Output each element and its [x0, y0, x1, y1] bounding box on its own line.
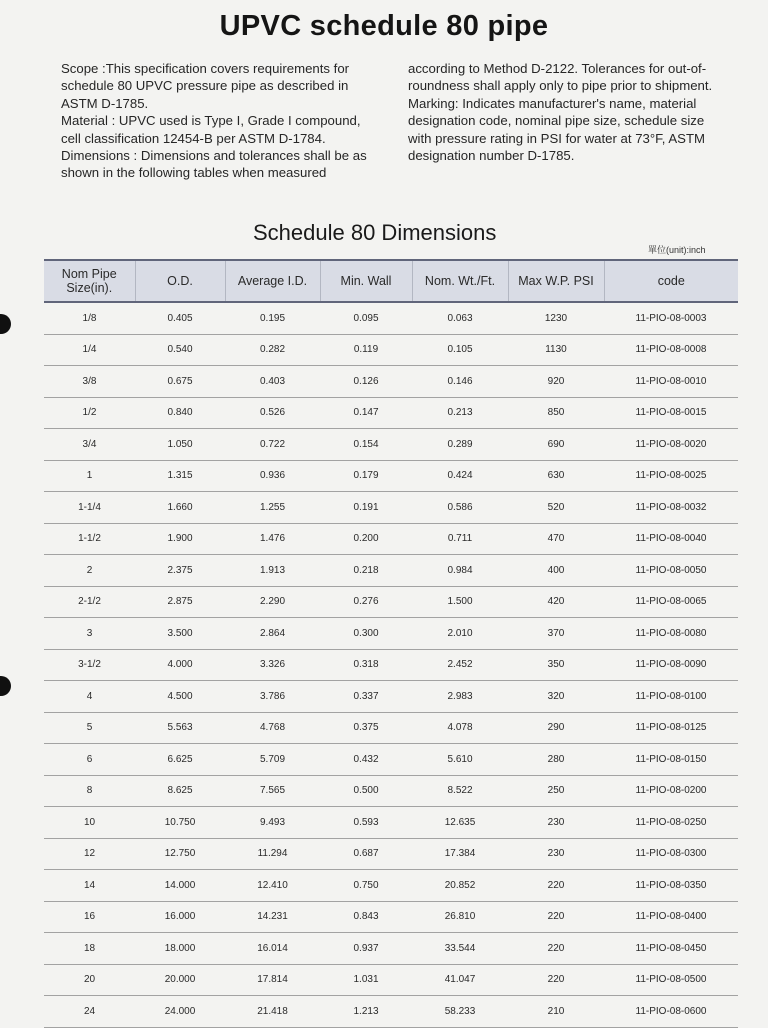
cell-code: 11-PIO-08-0450 — [604, 933, 738, 965]
cell-average-id: 2.864 — [225, 618, 320, 650]
marking-paragraph: Marking: Indicates manufacturer's name, material designation code, nominal pipe size, schedule size with pressure rating in PSI for water at 73°F, ASTM designation number D-1785. — [408, 95, 705, 164]
cell-average-id: 1.255 — [225, 492, 320, 524]
cell-max-wp: 370 — [508, 618, 604, 650]
table-row — [44, 397, 738, 429]
cell-od: 1.315 — [135, 460, 225, 492]
cell-average-id: 16.014 — [225, 933, 320, 965]
cell-nom-pipe-size: 1-1/4 — [44, 492, 135, 524]
cell-od: 0.840 — [135, 397, 225, 429]
cell-max-wp: 920 — [508, 366, 604, 398]
table-row — [44, 649, 738, 681]
cell-nom-weight: 26.810 — [412, 901, 508, 933]
cell-average-id: 1.476 — [225, 523, 320, 555]
cell-nom-pipe-size: 10 — [44, 807, 135, 839]
cell-min-wall: 0.318 — [320, 649, 412, 681]
table-row — [44, 334, 738, 366]
cell-code: 11-PIO-08-0125 — [604, 712, 738, 744]
cell-od: 14.000 — [135, 870, 225, 902]
cell-nom-pipe-size: 1/2 — [44, 397, 135, 429]
cell-nom-pipe-size: 3-1/2 — [44, 649, 135, 681]
intro-left-column — [61, 60, 383, 182]
cell-max-wp: 1230 — [508, 302, 604, 334]
cell-min-wall: 0.593 — [320, 807, 412, 839]
cell-average-id: 3.786 — [225, 681, 320, 713]
col-header-min-wall: Min. Wall — [320, 260, 412, 302]
cell-nom-weight: 0.105 — [412, 334, 508, 366]
cell-max-wp: 470 — [508, 523, 604, 555]
cell-min-wall: 0.432 — [320, 744, 412, 776]
table-row — [44, 838, 738, 870]
table-row — [44, 366, 738, 398]
cell-od: 0.540 — [135, 334, 225, 366]
cell-max-wp: 1130 — [508, 334, 604, 366]
cell-od: 1.900 — [135, 523, 225, 555]
cell-code: 11-PIO-08-0300 — [604, 838, 738, 870]
cell-code: 11-PIO-08-0025 — [604, 460, 738, 492]
cell-min-wall: 0.191 — [320, 492, 412, 524]
cell-max-wp: 250 — [508, 775, 604, 807]
table-row — [44, 618, 738, 650]
cell-average-id: 9.493 — [225, 807, 320, 839]
cell-code: 11-PIO-08-0080 — [604, 618, 738, 650]
cell-nom-weight: 0.289 — [412, 429, 508, 461]
cell-code: 11-PIO-08-0003 — [604, 302, 738, 334]
cell-code: 11-PIO-08-0010 — [604, 366, 738, 398]
binder-hole — [0, 676, 11, 696]
cell-nom-weight: 0.063 — [412, 302, 508, 334]
cell-max-wp: 220 — [508, 901, 604, 933]
table-row — [44, 870, 738, 902]
col-header-nom-weight: Nom. Wt./Ft. — [412, 260, 508, 302]
table-row — [44, 302, 738, 334]
cell-nom-pipe-size: 3/8 — [44, 366, 135, 398]
cell-min-wall: 0.095 — [320, 302, 412, 334]
cell-nom-weight: 2.010 — [412, 618, 508, 650]
cell-od: 2.875 — [135, 586, 225, 618]
material-paragraph: Material : UPVC used is Type I, Grade I compound, cell classification 12454-B per ASTM D-1784. — [61, 113, 361, 146]
cell-od: 1.050 — [135, 429, 225, 461]
table-row — [44, 996, 738, 1028]
cell-nom-pipe-size: 14 — [44, 870, 135, 902]
cell-max-wp: 230 — [508, 807, 604, 839]
cell-nom-pipe-size: 16 — [44, 901, 135, 933]
cell-min-wall: 0.687 — [320, 838, 412, 870]
page-title: UPVC schedule 80 pipe — [219, 10, 549, 42]
cell-max-wp: 220 — [508, 870, 604, 902]
cell-average-id: 11.294 — [225, 838, 320, 870]
cell-od: 12.750 — [135, 838, 225, 870]
cell-min-wall: 0.154 — [320, 429, 412, 461]
table-row — [44, 586, 738, 618]
cell-min-wall: 1.031 — [320, 964, 412, 996]
cell-od: 20.000 — [135, 964, 225, 996]
col-header-od: O.D. — [135, 260, 225, 302]
cell-average-id: 0.403 — [225, 366, 320, 398]
cell-max-wp: 850 — [508, 397, 604, 429]
cell-od: 24.000 — [135, 996, 225, 1028]
cell-nom-weight: 4.078 — [412, 712, 508, 744]
cell-code: 11-PIO-08-0400 — [604, 901, 738, 933]
cell-min-wall: 0.375 — [320, 712, 412, 744]
cell-nom-pipe-size: 3/4 — [44, 429, 135, 461]
table-row — [44, 712, 738, 744]
cell-code: 11-PIO-08-0500 — [604, 964, 738, 996]
cell-code: 11-PIO-08-0050 — [604, 555, 738, 587]
cell-nom-weight: 8.522 — [412, 775, 508, 807]
cell-nom-pipe-size: 2 — [44, 555, 135, 587]
table-row — [44, 681, 738, 713]
col-header-average-id: Average I.D. — [225, 260, 320, 302]
unit-note: 單位(unit):inch — [648, 245, 706, 255]
cell-nom-weight: 5.610 — [412, 744, 508, 776]
table-row — [44, 429, 738, 461]
cell-min-wall: 0.179 — [320, 460, 412, 492]
cell-nom-weight: 20.852 — [412, 870, 508, 902]
cell-max-wp: 420 — [508, 586, 604, 618]
table-row — [44, 523, 738, 555]
cell-od: 1.660 — [135, 492, 225, 524]
cell-od: 0.405 — [135, 302, 225, 334]
cell-max-wp: 690 — [508, 429, 604, 461]
table-row — [44, 555, 738, 587]
cell-code: 11-PIO-08-0015 — [604, 397, 738, 429]
cell-nom-pipe-size: 8 — [44, 775, 135, 807]
table-header-row — [44, 260, 738, 302]
cell-nom-weight: 2.983 — [412, 681, 508, 713]
table-row — [44, 460, 738, 492]
table-row — [44, 964, 738, 996]
cell-nom-weight: 58.233 — [412, 996, 508, 1028]
cell-min-wall: 0.500 — [320, 775, 412, 807]
cell-min-wall: 0.147 — [320, 397, 412, 429]
cell-nom-pipe-size: 1 — [44, 460, 135, 492]
cell-average-id: 0.722 — [225, 429, 320, 461]
cell-max-wp: 280 — [508, 744, 604, 776]
cell-max-wp: 220 — [508, 964, 604, 996]
cell-code: 11-PIO-08-0350 — [604, 870, 738, 902]
cell-nom-weight: 1.500 — [412, 586, 508, 618]
cell-min-wall: 0.843 — [320, 901, 412, 933]
cell-nom-weight: 41.047 — [412, 964, 508, 996]
cell-average-id: 0.526 — [225, 397, 320, 429]
cell-min-wall: 0.119 — [320, 334, 412, 366]
tolerance-paragraph: according to Method D-2122. Tolerances for out-of-roundness shall apply only to pipe prior to shipment. — [408, 61, 713, 94]
cell-nom-weight: 0.146 — [412, 366, 508, 398]
cell-average-id: 7.565 — [225, 775, 320, 807]
cell-max-wp: 230 — [508, 838, 604, 870]
cell-max-wp: 350 — [508, 649, 604, 681]
cell-code: 11-PIO-08-0150 — [604, 744, 738, 776]
dimensions-paragraph: Dimensions : Dimensions and tolerances shall be as shown in the following tables when measured — [61, 148, 367, 181]
cell-od: 0.675 — [135, 366, 225, 398]
cell-od: 3.500 — [135, 618, 225, 650]
cell-od: 5.563 — [135, 712, 225, 744]
cell-nom-pipe-size: 1-1/2 — [44, 523, 135, 555]
cell-od: 10.750 — [135, 807, 225, 839]
cell-od: 2.375 — [135, 555, 225, 587]
table-title: Schedule 80 Dimensions — [253, 220, 497, 245]
cell-od: 16.000 — [135, 901, 225, 933]
cell-od: 18.000 — [135, 933, 225, 965]
table-row — [44, 807, 738, 839]
cell-nom-pipe-size: 1/8 — [44, 302, 135, 334]
cell-min-wall: 0.300 — [320, 618, 412, 650]
cell-max-wp: 520 — [508, 492, 604, 524]
cell-min-wall: 0.218 — [320, 555, 412, 587]
cell-average-id: 2.290 — [225, 586, 320, 618]
intro-right-column — [408, 60, 730, 164]
cell-min-wall: 0.276 — [320, 586, 412, 618]
cell-nom-weight: 0.424 — [412, 460, 508, 492]
cell-od: 8.625 — [135, 775, 225, 807]
cell-nom-pipe-size: 24 — [44, 996, 135, 1028]
cell-code: 11-PIO-08-0008 — [604, 334, 738, 366]
binder-hole — [0, 314, 11, 334]
cell-code: 11-PIO-08-0020 — [604, 429, 738, 461]
cell-code: 11-PIO-08-0600 — [604, 996, 738, 1028]
cell-max-wp: 400 — [508, 555, 604, 587]
cell-code: 11-PIO-08-0090 — [604, 649, 738, 681]
cell-od: 6.625 — [135, 744, 225, 776]
cell-max-wp: 220 — [508, 933, 604, 965]
cell-min-wall: 1.213 — [320, 996, 412, 1028]
cell-min-wall: 0.937 — [320, 933, 412, 965]
cell-nom-pipe-size: 12 — [44, 838, 135, 870]
dimensions-table — [44, 259, 738, 1028]
cell-nom-pipe-size: 5 — [44, 712, 135, 744]
cell-min-wall: 0.200 — [320, 523, 412, 555]
col-header-nom-pipe-size: Nom Pipe Size(in). — [44, 260, 135, 302]
cell-od: 4.000 — [135, 649, 225, 681]
cell-max-wp: 320 — [508, 681, 604, 713]
cell-nom-pipe-size: 1/4 — [44, 334, 135, 366]
scope-paragraph: Scope :This specification covers requirements for schedule 80 UPVC pressure pipe as described in ASTM D-1785. — [61, 61, 350, 111]
cell-average-id: 0.282 — [225, 334, 320, 366]
cell-average-id: 14.231 — [225, 901, 320, 933]
cell-nom-weight: 0.213 — [412, 397, 508, 429]
cell-nom-pipe-size: 2-1/2 — [44, 586, 135, 618]
cell-max-wp: 210 — [508, 996, 604, 1028]
cell-min-wall: 0.337 — [320, 681, 412, 713]
cell-nom-pipe-size: 6 — [44, 744, 135, 776]
cell-average-id: 3.326 — [225, 649, 320, 681]
cell-nom-weight: 12.635 — [412, 807, 508, 839]
table-row — [44, 492, 738, 524]
cell-nom-pipe-size: 3 — [44, 618, 135, 650]
cell-nom-pipe-size: 20 — [44, 964, 135, 996]
cell-max-wp: 290 — [508, 712, 604, 744]
cell-max-wp: 630 — [508, 460, 604, 492]
cell-nom-weight: 17.384 — [412, 838, 508, 870]
cell-od: 4.500 — [135, 681, 225, 713]
table-row — [44, 744, 738, 776]
cell-nom-weight: 0.984 — [412, 555, 508, 587]
cell-average-id: 0.936 — [225, 460, 320, 492]
cell-code: 11-PIO-08-0032 — [604, 492, 738, 524]
cell-nom-pipe-size: 18 — [44, 933, 135, 965]
cell-min-wall: 0.126 — [320, 366, 412, 398]
cell-nom-weight: 0.711 — [412, 523, 508, 555]
cell-code: 11-PIO-08-0250 — [604, 807, 738, 839]
col-header-code: code — [604, 260, 738, 302]
table-row — [44, 901, 738, 933]
cell-code: 11-PIO-08-0065 — [604, 586, 738, 618]
cell-average-id: 0.195 — [225, 302, 320, 334]
col-header-max-wp: Max W.P. PSI — [508, 260, 604, 302]
cell-average-id: 12.410 — [225, 870, 320, 902]
cell-code: 11-PIO-08-0200 — [604, 775, 738, 807]
cell-nom-weight: 2.452 — [412, 649, 508, 681]
cell-average-id: 17.814 — [225, 964, 320, 996]
cell-nom-pipe-size: 4 — [44, 681, 135, 713]
cell-code: 11-PIO-08-0100 — [604, 681, 738, 713]
cell-nom-weight: 33.544 — [412, 933, 508, 965]
cell-average-id: 4.768 — [225, 712, 320, 744]
cell-nom-weight: 0.586 — [412, 492, 508, 524]
cell-average-id: 5.709 — [225, 744, 320, 776]
cell-min-wall: 0.750 — [320, 870, 412, 902]
table-row — [44, 933, 738, 965]
cell-average-id: 21.418 — [225, 996, 320, 1028]
table-row — [44, 775, 738, 807]
cell-average-id: 1.913 — [225, 555, 320, 587]
cell-code: 11-PIO-08-0040 — [604, 523, 738, 555]
